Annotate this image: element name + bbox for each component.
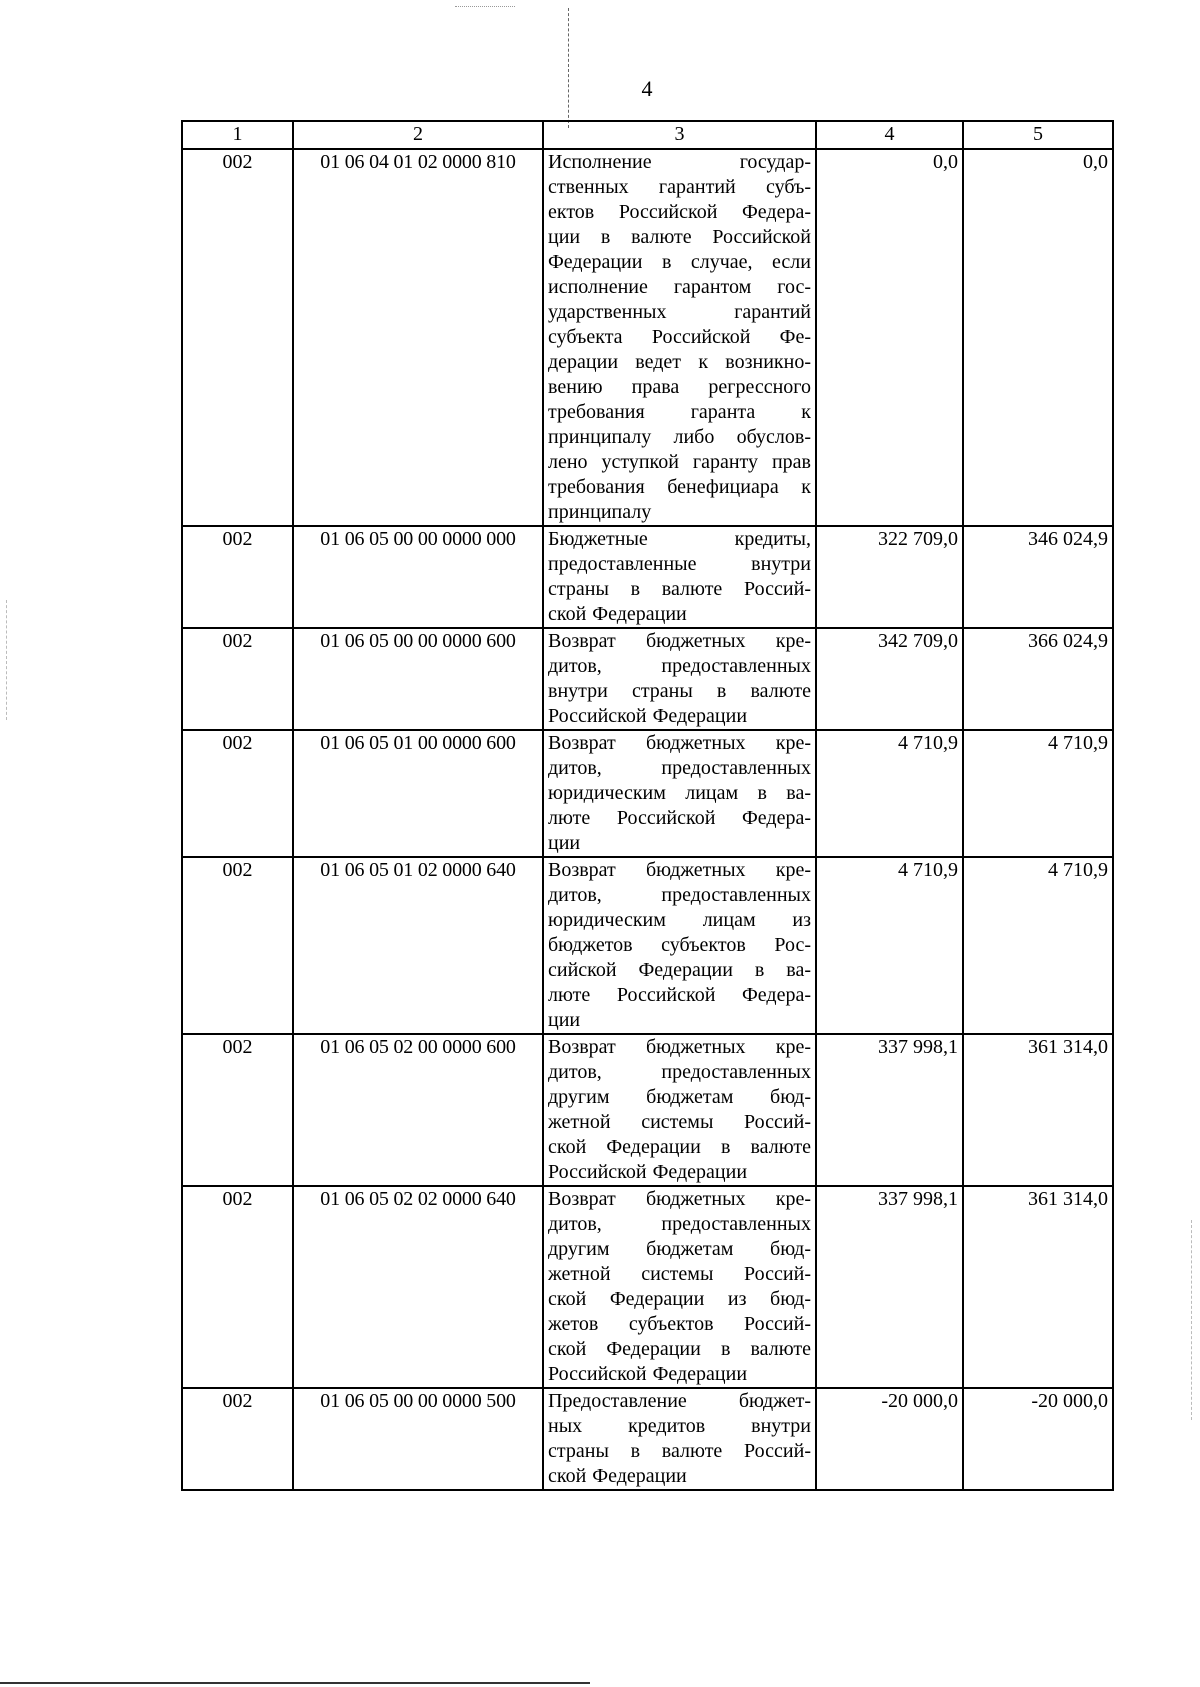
- description-line: Возврат бюджетных кре-: [548, 732, 811, 754]
- description-line: дитов, предоставленных: [548, 1213, 811, 1235]
- description-line: требования бенефициара к: [548, 476, 811, 498]
- amount-col-5-cell: 0,0: [963, 149, 1113, 526]
- description-line: жетов субъектов Россий-: [548, 1313, 811, 1335]
- description-cell: [543, 857, 816, 1034]
- amount-col-5-cell: 366 024,9: [963, 628, 1113, 730]
- description-line: Возврат бюджетных кре-: [548, 1188, 811, 1210]
- description-line: принципалу либо обуслов-: [548, 426, 811, 448]
- classification-code-cell: 01 06 05 00 00 0000 500: [293, 1388, 543, 1490]
- description-line: ской Федерации из бюд-: [548, 1288, 811, 1310]
- description-cell: [543, 1034, 816, 1186]
- amount-col-4-cell: 322 709,0: [816, 526, 963, 628]
- amount-col-5-cell: 361 314,0: [963, 1186, 1113, 1388]
- description-line: ции в валюте Российской: [548, 226, 811, 248]
- table-row: [182, 1034, 1113, 1186]
- description-line: ектов Российской Федера-: [548, 201, 811, 223]
- classification-code-cell: 01 06 05 01 00 0000 600: [293, 730, 543, 857]
- description-line: Возврат бюджетных кре-: [548, 859, 811, 881]
- amount-col-5-cell: 346 024,9: [963, 526, 1113, 628]
- description-cell: [543, 1186, 816, 1388]
- table-row: [182, 628, 1113, 730]
- description-line: ской Федерации в валюте: [548, 1338, 811, 1360]
- admin-code-cell: 002: [182, 1388, 293, 1490]
- scan-artifact-dash: [455, 6, 515, 7]
- description-cell: [543, 628, 816, 730]
- description-line: Возврат бюджетных кре-: [548, 1036, 811, 1058]
- description-line: другим бюджетам бюд-: [548, 1086, 811, 1108]
- amount-col-4-cell: 342 709,0: [816, 628, 963, 730]
- amount-col-4-cell: 0,0: [816, 149, 963, 526]
- description-line: люте Российской Федера-: [548, 807, 811, 829]
- amount-col-4-cell: 337 998,1: [816, 1034, 963, 1186]
- amount-col-5-cell: 4 710,9: [963, 857, 1113, 1034]
- description-line: жетной системы Россий-: [548, 1111, 811, 1133]
- classification-code-cell: 01 06 05 01 02 0000 640: [293, 857, 543, 1034]
- description-line: дитов, предоставленных: [548, 884, 811, 906]
- page-number: 4: [641, 76, 653, 101]
- description-line: дитов, предоставленных: [548, 655, 811, 677]
- admin-code-cell: 002: [182, 1034, 293, 1186]
- admin-code-cell: 002: [182, 1186, 293, 1388]
- description-line: бюджетов субъектов Рос-: [548, 934, 811, 956]
- description-line: предоставленные внутри: [548, 553, 811, 575]
- table-body: [182, 149, 1113, 1490]
- table-row: [182, 1186, 1113, 1388]
- header-col-4: 4: [816, 121, 963, 149]
- description-line: Российской Федерации: [548, 705, 748, 727]
- description-line: принципалу: [548, 501, 652, 523]
- description-line: внутри страны в валюте: [548, 680, 811, 702]
- description-line: ных кредитов внутри: [548, 1415, 811, 1437]
- scan-artifact-bottom-line: [0, 1682, 590, 1684]
- description-line: юридическим лицам из: [548, 909, 811, 931]
- description-line: ской Федерации в валюте: [548, 1136, 811, 1158]
- description-line: страны в валюте Россий-: [548, 578, 811, 600]
- header-row: [182, 121, 1113, 149]
- amount-col-4-cell: 4 710,9: [816, 857, 963, 1034]
- description-line: ственных гарантий субъ-: [548, 176, 811, 198]
- description-cell: [543, 1388, 816, 1490]
- admin-code-cell: 002: [182, 526, 293, 628]
- description-line: другим бюджетам бюд-: [548, 1238, 811, 1260]
- amount-col-4-cell: 337 998,1: [816, 1186, 963, 1388]
- classification-code-cell: 01 06 05 02 02 0000 640: [293, 1186, 543, 1388]
- description-line: страны в валюте Россий-: [548, 1440, 811, 1462]
- admin-code-cell: 002: [182, 628, 293, 730]
- amount-col-5-cell: -20 000,0: [963, 1388, 1113, 1490]
- scan-artifact-fold-line: [568, 8, 569, 128]
- header-col-5: 5: [963, 121, 1113, 149]
- admin-code-cell: 002: [182, 730, 293, 857]
- classification-code-cell: 01 06 05 02 00 0000 600: [293, 1034, 543, 1186]
- scan-artifact-right-edge: [1191, 1220, 1192, 1420]
- description-line: ской Федерации: [548, 1465, 687, 1487]
- table-row: [182, 1388, 1113, 1490]
- description-line: ции: [548, 1009, 581, 1031]
- description-line: вению права регрессного: [548, 376, 811, 398]
- header-col-2: 2: [293, 121, 543, 149]
- description-line: исполнение гарантом гос-: [548, 276, 811, 298]
- description-cell: [543, 526, 816, 628]
- table-row: [182, 857, 1113, 1034]
- description-line: сийской Федерации в ва-: [548, 959, 811, 981]
- description-line: Исполнение государ-: [548, 151, 811, 173]
- scan-artifact-left-edge: [6, 600, 7, 720]
- table-row: [182, 730, 1113, 857]
- description-line: Российской Федерации: [548, 1161, 748, 1183]
- description-line: ударственных гарантий: [548, 301, 811, 323]
- classification-code-cell: 01 06 05 00 00 0000 600: [293, 628, 543, 730]
- description-line: Возврат бюджетных кре-: [548, 630, 811, 652]
- description-line: Предоставление бюджет-: [548, 1390, 811, 1412]
- description-line: Бюджетные кредиты,: [548, 528, 811, 550]
- description-line: субъекта Российской Фе-: [548, 326, 811, 348]
- amount-col-5-cell: 4 710,9: [963, 730, 1113, 857]
- amount-col-4-cell: 4 710,9: [816, 730, 963, 857]
- admin-code-cell: 002: [182, 149, 293, 526]
- budget-sources-table: [181, 120, 1114, 1491]
- description-line: ции: [548, 832, 581, 854]
- table-row: [182, 526, 1113, 628]
- description-line: Федерации в случае, если: [548, 251, 811, 273]
- header-col-3: 3: [543, 121, 816, 149]
- description-line: Российской Федерации: [548, 1363, 748, 1385]
- description-line: требования гаранта к: [548, 401, 811, 423]
- description-line: жетной системы Россий-: [548, 1263, 811, 1285]
- description-cell: [543, 149, 816, 526]
- classification-code-cell: 01 06 04 01 02 0000 810: [293, 149, 543, 526]
- description-cell: [543, 730, 816, 857]
- table-row: [182, 149, 1113, 526]
- description-line: ской Федерации: [548, 603, 687, 625]
- description-line: дерации ведет к возникно-: [548, 351, 811, 373]
- amount-col-4-cell: -20 000,0: [816, 1388, 963, 1490]
- description-line: дитов, предоставленных: [548, 757, 811, 779]
- description-line: юридическим лицам в ва-: [548, 782, 811, 804]
- table-header: [182, 121, 1113, 149]
- description-line: люте Российской Федера-: [548, 984, 811, 1006]
- description-line: лено уступкой гаранту прав: [548, 451, 811, 473]
- header-col-1: 1: [182, 121, 293, 149]
- classification-code-cell: 01 06 05 00 00 0000 000: [293, 526, 543, 628]
- amount-col-5-cell: 361 314,0: [963, 1034, 1113, 1186]
- admin-code-cell: 002: [182, 857, 293, 1034]
- description-line: дитов, предоставленных: [548, 1061, 811, 1083]
